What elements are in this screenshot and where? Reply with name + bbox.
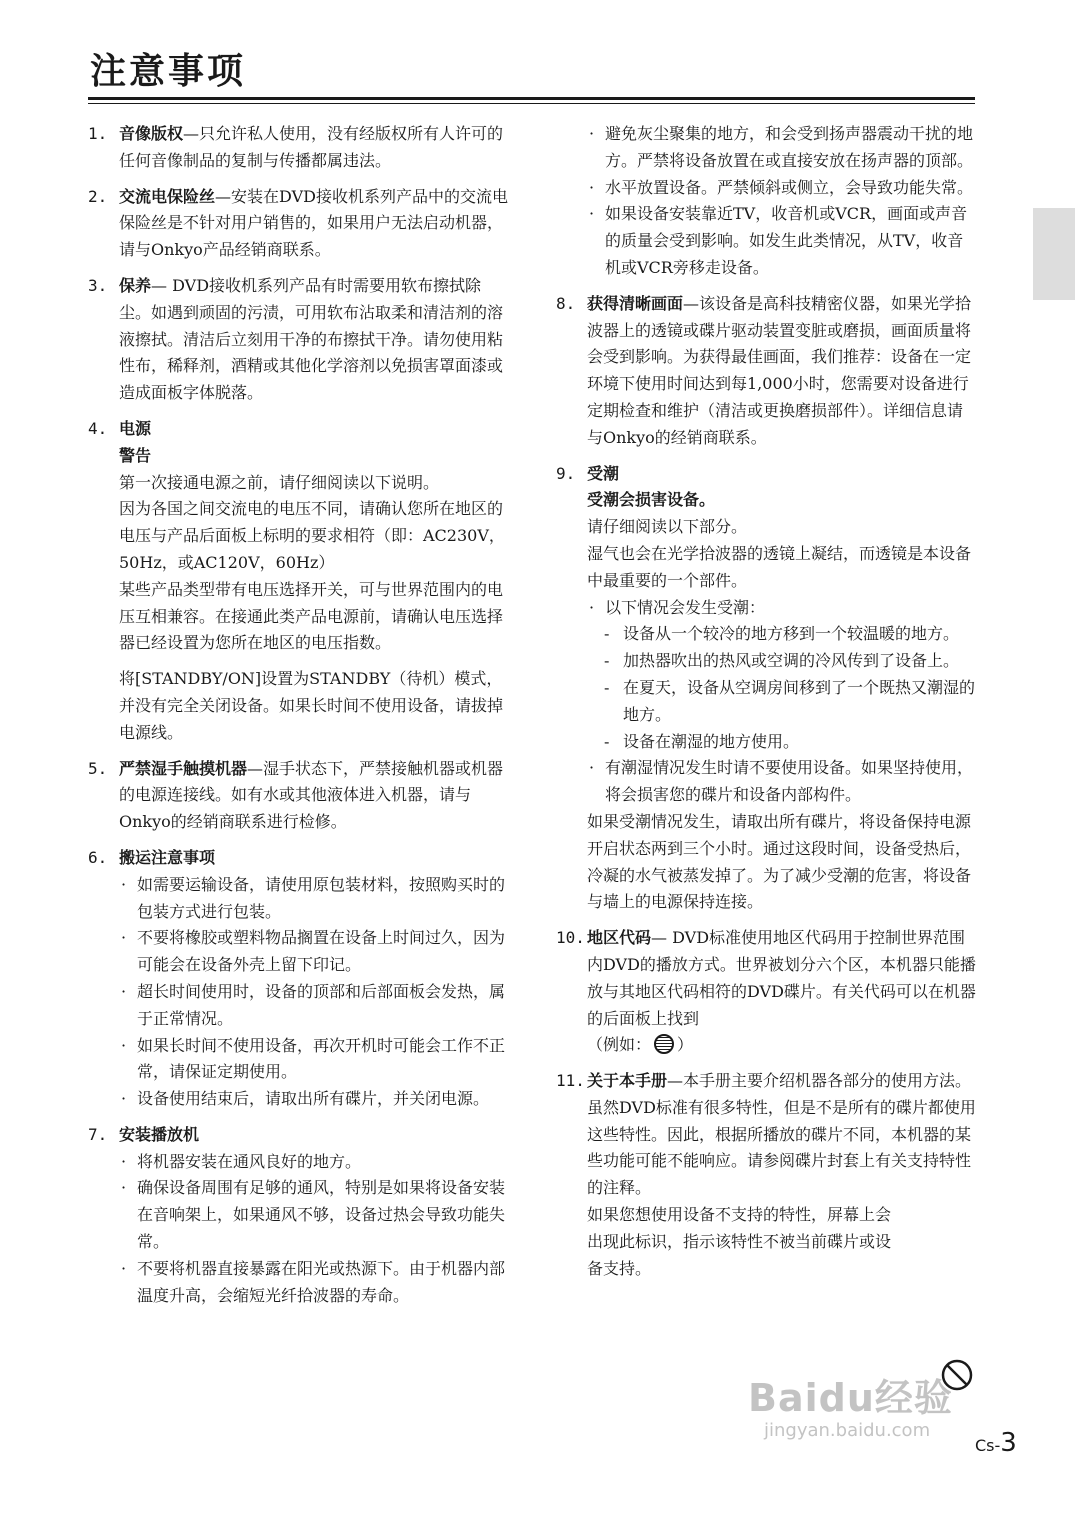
section-moisture bbox=[556, 461, 976, 917]
example-close: ） bbox=[677, 1035, 694, 1055]
list-item: · 不要将机器直接暴露在阳光或热源下。由于机器内部温度升高，会缩短光纤拾波器的寿命。 bbox=[119, 1256, 508, 1310]
section-heading: 保养 bbox=[119, 275, 152, 295]
list-item: · 避免灰尘聚集的地方，和会受到扬声器震动干扰的地方。严禁将设备放置在或直接安放在扬声器的顶部。 bbox=[587, 121, 976, 175]
list-item: · 将机器安装在通风良好的地方。 bbox=[119, 1149, 508, 1176]
list-item: · 有潮湿情况发生时请不要使用设备。如果坚持使用，将会损害您的碟片和设备内部构件。 bbox=[587, 755, 976, 809]
section-moving bbox=[88, 845, 508, 1113]
section-wet-hands bbox=[88, 756, 508, 836]
section-heading: 受潮 bbox=[587, 463, 620, 483]
list-item: · 如果设备安装靠近TV，收音机或VCR，画面或声音的质量会受到影响。如发生此类情况，从TV，收音机或VCR旁移走设备。 bbox=[587, 201, 976, 281]
page-prefix: Cs- bbox=[975, 1436, 1001, 1455]
page-number bbox=[975, 1428, 1017, 1458]
paragraph: 如果您想使用设备不支持的特性，屏幕上会出现此标识，指示该特性不被当前碟片或设备支持。 bbox=[587, 1205, 892, 1278]
paragraph: 请仔细阅读以下部分。 bbox=[587, 517, 748, 537]
watermark-brand: Baidu经验 bbox=[748, 1376, 953, 1420]
section-copyright bbox=[88, 121, 508, 175]
section-tab bbox=[1033, 208, 1075, 300]
list-item: · 超长时间使用时，设备的顶部和后部面板会发热，属于正常情况。 bbox=[119, 979, 508, 1033]
section-heading: 交流电保险丝 bbox=[119, 186, 216, 206]
right-column bbox=[556, 121, 976, 1291]
section-ac-fuse bbox=[88, 184, 508, 264]
section-about-manual bbox=[556, 1068, 976, 1282]
section-number: 11. bbox=[556, 1071, 585, 1091]
section-number: 6. bbox=[88, 847, 108, 867]
section-power bbox=[88, 416, 508, 747]
section-heading: 电源 bbox=[119, 418, 152, 438]
section-number: 5. bbox=[88, 758, 108, 778]
title-rule bbox=[88, 97, 975, 100]
section-number: 1. bbox=[88, 124, 108, 143]
region-globe-icon bbox=[654, 1034, 674, 1054]
section-number: 7. bbox=[88, 1124, 108, 1144]
paragraph: 湿气也会在光学拾波器的透镜上凝结，而透镜是本设备中最重要的一个部件。 bbox=[587, 543, 972, 590]
sub-list-item: - 设备在潮湿的地方使用。 bbox=[587, 729, 976, 756]
list-item: · 不要将橡胶或塑料物品搁置在设备上时间过久，因为可能会在设备外壳上留下印记。 bbox=[119, 925, 508, 979]
list-item: · 如果长时间不使用设备，再次开机时可能会工作不正常，请保证定期使用。 bbox=[119, 1033, 508, 1087]
paragraph: 如果受潮情况发生，请取出所有碟片，将设备保持电源开启状态两到三个小时。通过这段时间，设备受热后，冷凝的水气被蒸发掉了。为了减少受潮的危害，将设备与墙上的电源保持连接。 bbox=[587, 811, 972, 912]
warning-label: 受潮会损害设备。 bbox=[587, 490, 716, 510]
section-heading: 地区代码 bbox=[587, 928, 652, 948]
warning-label: 警告 bbox=[119, 445, 152, 465]
section-number: 3. bbox=[88, 275, 108, 295]
section-text: —湿手状态下，严禁接触机器或机器的电源连接线。如有水或其他液体进入机器，请与Onkyo的经销商联系进行检修。 bbox=[119, 758, 504, 832]
list-item: · 水平放置设备。严禁倾斜或侧立，会导致功能失常。 bbox=[587, 175, 976, 202]
section-text: —本手册主要介绍机器各部分的使用方法。虽然DVD标准有很多特性，但是不是所有的碟片都使用这些特性。因此，根据所播放的碟片不同，本机器的某些功能可能不能响应。请参阅碟片封套上有关支持特性的注释。 bbox=[587, 1071, 976, 1198]
section-number: 8. bbox=[556, 293, 576, 313]
section-text: —安装在DVD接收机系列产品中的交流电保险丝是不针对用户销售的，如果用户无法启动机器，请与Onkyo产品经销商联系。 bbox=[119, 186, 508, 260]
section-clear-picture bbox=[556, 291, 976, 452]
paragraph: 第一次接通电源之前，请仔细阅读以下说明。 bbox=[119, 472, 440, 492]
list-item: · 确保设备周围有足够的通风，特别是如果将设备安装在音响架上，如果通风不够，设备过热会导致功能失常。 bbox=[119, 1175, 508, 1255]
sub-list-item: - 设备从一个较冷的地方移到一个较温暖的地方。 bbox=[587, 621, 976, 648]
section-heading: 安装播放机 bbox=[119, 1124, 200, 1144]
paragraph: 将[STANDBY/ON]设置为STANDBY（待机）模式，并没有完全关闭设备。如果长时间不使用设备，请拔掉电源线。 bbox=[119, 669, 504, 742]
paragraph: 因为各国之间交流电的电压不同，请确认您所在地区的电压与产品后面板上标明的要求相符（即：AC230V，50Hz，或AC120V，60Hz） bbox=[119, 499, 505, 572]
page-title: 注意事项 bbox=[90, 51, 247, 92]
sub-list-item: - 在夏天，设备从空调房间移到了一个既热又潮湿的地方。 bbox=[587, 675, 976, 729]
section-installation-continued bbox=[556, 121, 976, 282]
section-region-code bbox=[556, 925, 976, 1059]
paragraph: 某些产品类型带有电压选择开关，可与世界范围内的电压互相兼容。在接通此类产品电源前，请确认电压选择器已经设置为您所在地区的电压指数。 bbox=[119, 579, 504, 653]
section-heading: 搬运注意事项 bbox=[119, 847, 216, 867]
section-installation bbox=[88, 1122, 508, 1310]
section-text: —只允许私人使用，没有经版权所有人许可的任何音像制品的复制与传播都属违法。 bbox=[119, 124, 504, 170]
section-number: 2. bbox=[88, 186, 108, 206]
list-item: · 如需要运输设备，请使用原包装材料，按照购买时的包装方式进行包装。 bbox=[119, 872, 508, 926]
watermark-url: jingyan.baidu.com bbox=[764, 1420, 931, 1441]
page-digit: 3 bbox=[1000, 1428, 1017, 1458]
section-care bbox=[88, 273, 508, 407]
section-heading: 关于本手册 bbox=[587, 1071, 668, 1091]
left-column bbox=[88, 121, 508, 1318]
list-item: · 以下情况会发生受潮： bbox=[587, 595, 976, 622]
section-heading: 严禁湿手触摸机器 bbox=[119, 758, 248, 778]
section-heading: 获得清晰画面 bbox=[587, 293, 684, 313]
section-heading: 音像版权 bbox=[119, 124, 184, 143]
example-line bbox=[587, 1032, 976, 1059]
sub-list-item: - 加热器吹出的热风或空调的冷风传到了设备上。 bbox=[587, 648, 976, 675]
list-item: · 设备使用结束后，请取出所有碟片，并关闭电源。 bbox=[119, 1086, 508, 1113]
section-text: — DVD接收机系列产品有时需要用软布擦拭除尘。如遇到顽固的污渍，可用软布沾取柔和清洁剂的溶液擦拭。清洁后立刻用干净的布擦拭干净。请勿使用粘性布，稀释剂，酒精或其他化学溶剂以免损害罩面漆或造成面板字体脱落。 bbox=[119, 275, 504, 403]
section-number: 9. bbox=[556, 463, 576, 483]
title-rule-thin bbox=[88, 103, 975, 104]
section-text: —该设备是高科技精密仪器，如果光学拾波器上的透镜或碟片驱动装置变脏或磨损，画面质量将会受到影响。为获得最佳画面，我们推荐：设备在一定环境下使用时间达到每1,000小时，您需要对设备进行定期检查和维护（清洁或更换磨损部件）。详细信息请与Onkyo的经销商联系。 bbox=[587, 293, 972, 447]
section-number: 10. bbox=[556, 928, 585, 948]
section-text: — DVD标准使用地区代码用于控制世界范围内DVD的播放方式。世界被划分六个区，本机器只能播放与其地区代码相符的DVD碟片。有关代码可以在机器的后面板上找到 bbox=[587, 928, 976, 1028]
example-open: （例如： bbox=[587, 1035, 652, 1055]
section-number: 4. bbox=[88, 418, 108, 438]
